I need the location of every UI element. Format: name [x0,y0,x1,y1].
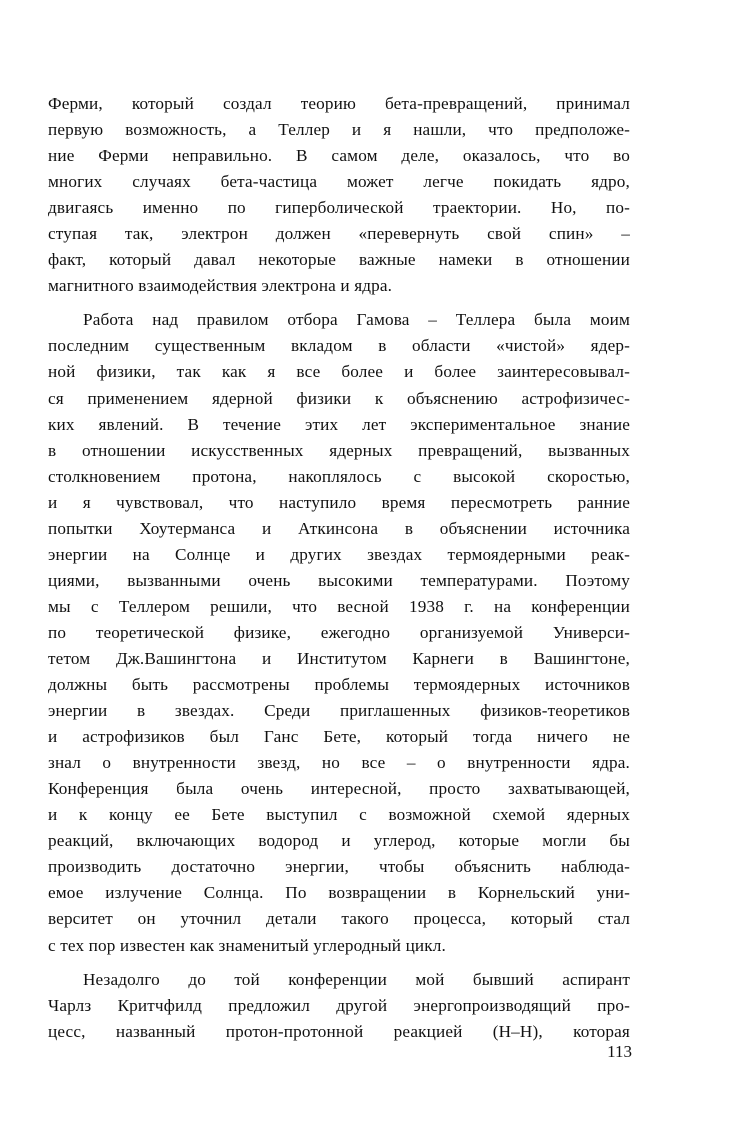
text-line: Конференция была очень интересной, просто захватывающей, [48,779,630,799]
text-line: энергии в звездах. Среди приглашенных физиков-теоретиков [48,701,630,721]
paragraph-gap [48,299,630,307]
text-line: и к концу ее Бете выступил с возможной схемой ядерных [48,805,630,825]
text-line: последним существенным вкладом в области «чистой» ядер- [48,336,630,356]
paragraph-gap [48,959,630,967]
body-text [48,91,630,1045]
text-line: и я чувствовал, что наступило время пересмотреть ранние [48,492,630,512]
page-number: 113 [607,1042,632,1061]
text-line: реакций, включающих водород и углерод, которые могли бы [48,831,630,851]
text-line: ние Ферми неправильно. В самом деле, оказалось, что во [48,146,630,166]
text-line: Чарлз Критчфилд предложил другой энергопроизводящий про- [48,995,630,1015]
text-line: факт, который давал некоторые важные намеки в отношении [48,250,630,270]
text-line: магнитного взаимодействия электрона и ядра. [48,276,393,296]
text-line: первую возможность, а Теллер и я нашли, что предположе- [48,120,630,140]
text-line: Незадолго до той конференции мой бывший аспирант [83,969,630,989]
text-line: тетом Дж.Вашингтона и Институтом Карнеги в Вашингтоне, [48,648,630,668]
text-line: ких явлений. В течение этих лет экспериментальное знание [48,414,630,434]
text-line: мы с Теллером решили, что весной 1938 г. на конференции [48,596,630,616]
text-line: столкновением протона, накоплялось с высокой скоростью, [48,466,630,486]
text-line: знал о внутренности звезд, но все – о внутренности ядра. [48,753,630,773]
text-line: верситет он уточнил детали такого процесса, который стал [48,909,630,929]
text-line: ся применением ядерной физики к объяснению астрофизичес- [48,388,630,408]
text-line: многих случаях бета-частица может легче покидать ядро, [48,172,630,192]
paragraph [48,91,630,299]
text-line: производить достаточно энергии, чтобы объяснить наблюда- [48,857,630,877]
text-line: ступая так, электрон должен «перевернуть свой спин» – [48,224,630,244]
text-line: по теоретической физике, ежегодно организуемой Универси- [48,622,630,642]
text-line: ной физики, так как я все более и более заинтересовывал- [48,362,630,382]
text-line: в отношении искусственных ядерных превращений, вызванных [48,440,630,460]
text-line: энергии на Солнце и других звездах термоядерными реак- [48,544,630,564]
text-line: двигаясь именно по гиперболической траектории. Но, по- [48,198,630,218]
text-line: и астрофизиков был Ганс Бете, который тогда ничего не [48,727,630,747]
text-line: Работа над правилом отбора Гамова – Теллера была моим [83,310,630,330]
text-line: циями, вызванными очень высокими температурами. Поэтому [48,570,630,590]
text-line: Ферми, который создал теорию бета-превращений, принимал [48,94,630,113]
paragraph [48,967,630,1045]
paragraph [48,307,630,958]
text-line: попытки Хоутерманса и Аткинсона в объяснении источника [48,518,630,538]
text-line: должны быть рассмотрены проблемы термоядерных источников [48,675,630,695]
text-line: цесс, названный протон-протонной реакцией (Н–Н), которая [48,1021,630,1041]
text-line: емое излучение Солнца. По возвращении в Корнельский уни- [48,883,630,903]
text-line: с тех пор известен как знаменитый углеродный цикл. [48,935,446,955]
